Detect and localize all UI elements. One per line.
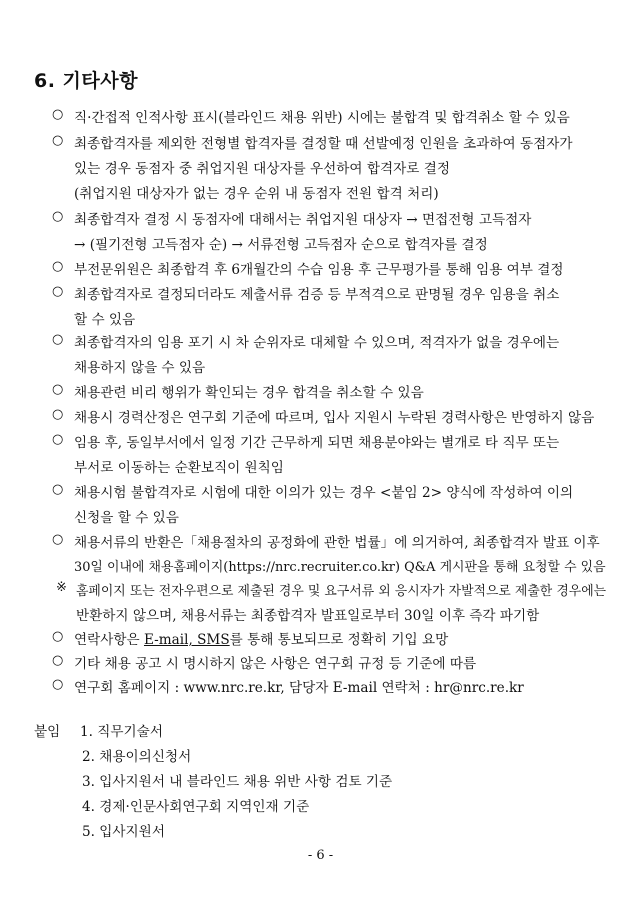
item-line: 30일 이내에 채용홈페이지(https://nrc.recruiter.co.kr) Q&A 게시판을 통해 요청할 수 있음 bbox=[74, 560, 606, 575]
contact-prefix: 연락사항은 bbox=[74, 632, 144, 648]
item-line: 채용하지 않을 수 있음 bbox=[74, 360, 206, 376]
item-line: 최종합격자의 임용 포기 시 차 순위자로 대체할 수 있으며, 적격자가 없을 경우에는 bbox=[74, 335, 560, 351]
item-line: 채용시 경력산정은 연구회 기준에 따르며, 입사 지원시 누락된 경력사항은 반영하지 않음 bbox=[74, 410, 595, 426]
bullet-icon: ○ bbox=[52, 653, 64, 668]
item-line: 부전문위원은 최종합격 후 6개월간의 수습 임용 후 근무평가를 통해 임용 여부 결정 bbox=[74, 262, 564, 278]
bullet-icon: ○ bbox=[52, 332, 64, 347]
attachment-item: 3. 입사지원서 내 블라인드 채용 위반 사항 검토 기준 bbox=[82, 774, 393, 790]
bullet-icon: ○ bbox=[52, 532, 64, 547]
item-line: 기타 채용 공고 시 명시하지 않은 사항은 연구회 규정 등 기준에 따름 bbox=[74, 656, 477, 672]
bullet-icon: ○ bbox=[52, 629, 64, 644]
contact-methods: E-mail, SMS bbox=[143, 632, 230, 648]
item-line: 임용 후, 동일부서에서 일정 기간 근무하게 되면 채용분야와는 별개로 타 직무 또는 bbox=[74, 435, 560, 451]
bullet-icon: ○ bbox=[52, 677, 64, 692]
item-line: 연구회 홈페이지 : www.nrc.re.kr, 담당자 E-mail 연락처 : hr@nrc.re.kr bbox=[74, 680, 524, 696]
item-line: 최종합격자로 결정되더라도 제출서류 검증 등 부적격으로 판명될 경우 임용을 취소 bbox=[74, 287, 560, 303]
bullet-icon: ○ bbox=[52, 209, 64, 224]
item-line: 채용시험 불합격자로 시험에 대한 이의가 있는 경우 <붙임 2> 양식에 작성하여 이의 bbox=[74, 485, 574, 501]
item-line: 최종합격자를 제외한 전형별 합격자를 결정할 때 선발예정 인원을 초과하여 동점자가 bbox=[74, 136, 573, 152]
note-mark-icon: ※ bbox=[56, 580, 67, 595]
bullet-icon: ○ bbox=[52, 382, 64, 397]
bullet-icon: ○ bbox=[52, 407, 64, 422]
item-line: 채용서류의 반환은「채용절차의 공정화에 관한 법률」에 의거하여, 최종합격자 발표 이후 bbox=[74, 535, 600, 551]
section-title: 6. 기타사항 bbox=[34, 70, 138, 92]
attachment-item: 2. 채용이의신청서 bbox=[82, 749, 192, 765]
bullet-icon: ○ bbox=[52, 284, 64, 299]
bullet-icon: ○ bbox=[52, 107, 64, 122]
item-line: 있는 경우 동점자 중 취업지원 대상자를 우선하여 합격자로 결정 bbox=[74, 161, 450, 177]
item-line bbox=[74, 628, 448, 648]
attachment-item: 4. 경제·인문사회연구회 지역인재 기준 bbox=[82, 799, 310, 815]
bullet-icon: ○ bbox=[52, 133, 64, 148]
contact-suffix: 를 통해 통보되므로 정확히 기입 요망 bbox=[229, 632, 449, 648]
attachments-label: 붙임 bbox=[34, 724, 61, 740]
item-line: → (필기전형 고득점자 순) → 서류전형 고득점자 순으로 합격자를 결정 bbox=[74, 237, 488, 253]
item-line: 채용관련 비리 행위가 확인되는 경우 합격을 취소할 수 있음 bbox=[74, 385, 424, 401]
item-line: 할 수 있음 bbox=[74, 312, 136, 328]
note-line: 홈페이지 또는 전자우편으로 제출된 경우 및 요구서류 외 응시자가 자발적으로 제출한 경우에는 bbox=[76, 584, 607, 599]
item-line: 신청을 할 수 있음 bbox=[74, 510, 179, 526]
bullet-icon: ○ bbox=[52, 482, 64, 497]
attachment-item: 1. 직무기술서 bbox=[80, 724, 163, 740]
item-line: (취업지원 대상자가 없는 경우 순위 내 동점자 전원 합격 처리) bbox=[74, 186, 439, 202]
note-line: 반환하지 않으며, 채용서류는 최종합격자 발표일로부터 30일 이후 즉각 파기함 bbox=[76, 608, 540, 624]
item-line: 직·간접적 인적사항 표시(블라인드 채용 위반) 시에는 불합격 및 합격취소 할 수 있음 bbox=[74, 110, 570, 126]
page-number: - 6 - bbox=[307, 848, 334, 863]
bullet-icon: ○ bbox=[52, 432, 64, 447]
item-line: 최종합격자 결정 시 동점자에 대해서는 취업지원 대상자 → 면접전형 고득점자 bbox=[74, 212, 532, 228]
bullet-icon: ○ bbox=[52, 259, 64, 274]
item-line: 부서로 이동하는 순환보직이 원칙임 bbox=[74, 460, 284, 476]
attachment-item: 5. 입사지원서 bbox=[82, 824, 165, 840]
